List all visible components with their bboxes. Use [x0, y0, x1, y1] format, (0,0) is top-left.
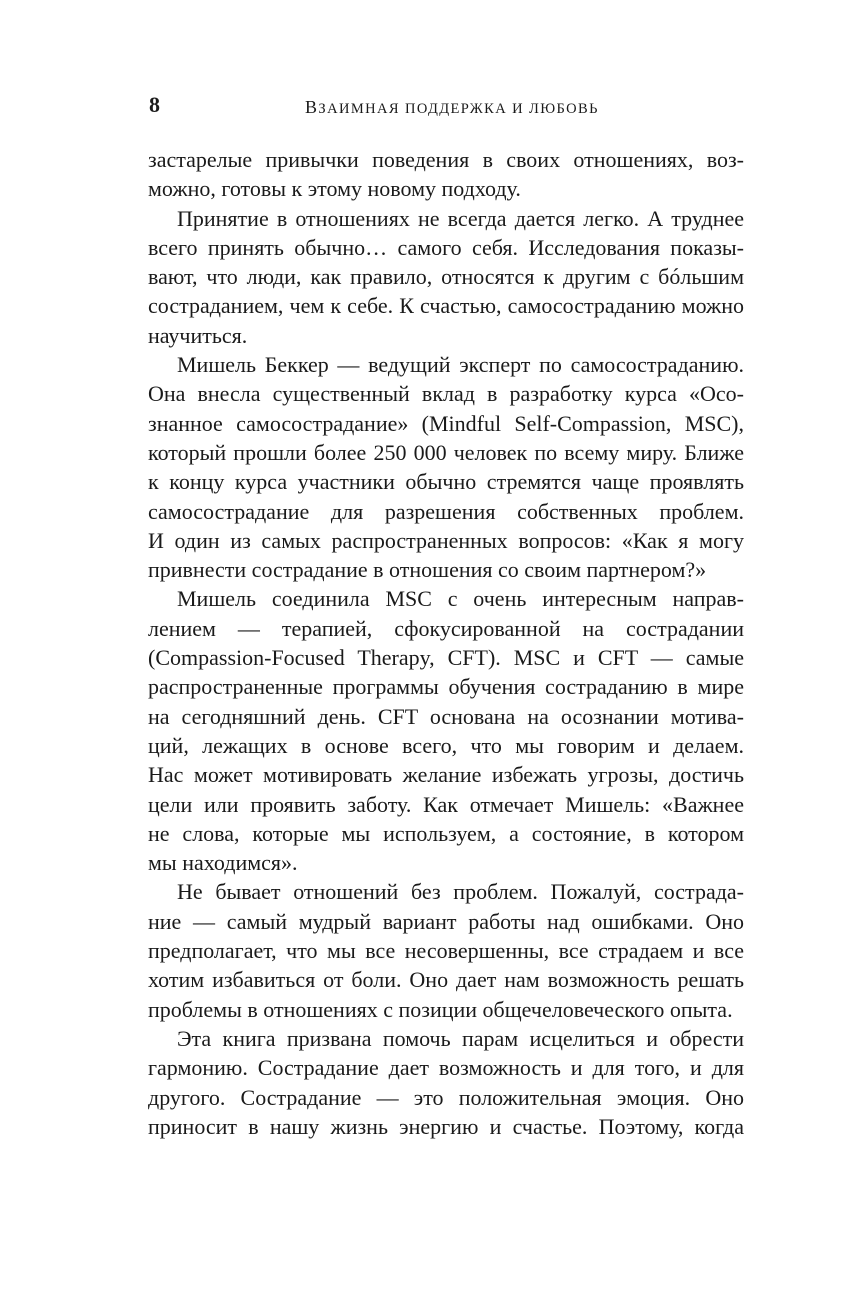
- running-title-rest: ЗАИМНАЯ ПОДДЕРЖКА И ЛЮБОВЬ: [318, 101, 599, 117]
- page-number: 8: [149, 92, 160, 117]
- paragraph-line: Нас может мотивировать желание избежать угрозы, достичь: [148, 762, 744, 788]
- paragraph-line: который прошли более 250 000 человек по всему миру. Ближе: [148, 439, 744, 465]
- paragraph-line: предполагает, что мы все несовершенны, все страдаем и все: [148, 938, 744, 964]
- paragraph-line: Принятие в отношениях не всегда дается легко. А труднее: [177, 205, 744, 231]
- paragraph-line: застарелые привычки поведения в своих отношениях, воз-: [148, 147, 744, 172]
- paragraph-line: гармонию. Сострадание дает возможность и для того, и для: [148, 1055, 744, 1081]
- paragraph-line: мы находимся».: [148, 850, 298, 876]
- paragraph-line: Мишель Беккер — ведущий эксперт по самосостраданию.: [177, 352, 744, 378]
- paragraph-line: другого. Сострадание — это положительная эмоция. Оно: [148, 1084, 744, 1110]
- paragraph-line: можно, готовы к этому новому подходу.: [148, 176, 521, 202]
- paragraph-line: ций, лежащих в основе всего, что мы говорим и делаем.: [148, 732, 744, 758]
- paragraph-line: к концу курса участники обычно стремятся чаще проявлять: [148, 469, 744, 495]
- paragraph-line: состраданием, чем к себе. К счастью, самосостраданию можно: [148, 293, 744, 319]
- paragraph-line: распространенные программы обучения состраданию в мире: [148, 674, 744, 700]
- paragraph-line: знанное самосострадание» (Mindful Self-Compassion, MSC),: [148, 410, 744, 436]
- paragraph-line: приносит в нашу жизнь энергию и счастье. Поэтому, когда: [148, 1113, 744, 1139]
- paragraph-line: проблемы в отношениях с позиции общечеловеческого опыта.: [148, 996, 733, 1022]
- paragraph-line: не слова, которые мы используем, а состояние, в котором: [148, 820, 744, 846]
- paragraph-line: Эта книга призвана помочь парам исцелиться и обрести: [177, 1025, 744, 1051]
- paragraph-line: Она внесла существенный вклад в разработку курса «Осо-: [148, 381, 744, 407]
- paragraph-line: научиться.: [148, 322, 248, 348]
- paragraph-line: Не бывает отношений без проблем. Пожалуй, сострада-: [177, 879, 744, 905]
- running-title: [305, 97, 599, 118]
- paragraph-line: цели или проявить заботу. Как отмечает Мишель: «Важнее: [148, 791, 744, 817]
- running-title-initial: В: [305, 97, 319, 117]
- paragraph-line: И один из самых распространенных вопросов: «Как я могу: [148, 527, 744, 553]
- paragraph-line: ние — самый мудрый вариант работы над ошибками. Оно: [148, 908, 744, 934]
- paragraph-line: Мишель соединила MSC с очень интересным направ-: [177, 586, 744, 612]
- paragraph-line: вают, что люди, как правило, относятся к другим с бóльшим: [148, 264, 744, 290]
- paragraph-line: (Compassion-Focused Therapy, CFT). MSC и CFT — самые: [148, 645, 744, 671]
- body-text: [148, 145, 744, 1141]
- paragraph-line: на сегодняшний день. CFT основана на осознании мотива-: [148, 703, 744, 729]
- paragraph-line: самосострадание для разрешения собственных проблем.: [148, 498, 744, 524]
- paragraph-line: хотим избавиться от боли. Оно дает нам возможность решать: [148, 967, 744, 993]
- paragraph-line: всего принять обычно… самого себя. Исследования показы-: [148, 234, 744, 260]
- paragraph-line: лением — терапией, сфокусированной на сострадании: [148, 615, 744, 641]
- paragraph-line: привнести сострадание в отношения со своим партнером?»: [148, 557, 707, 583]
